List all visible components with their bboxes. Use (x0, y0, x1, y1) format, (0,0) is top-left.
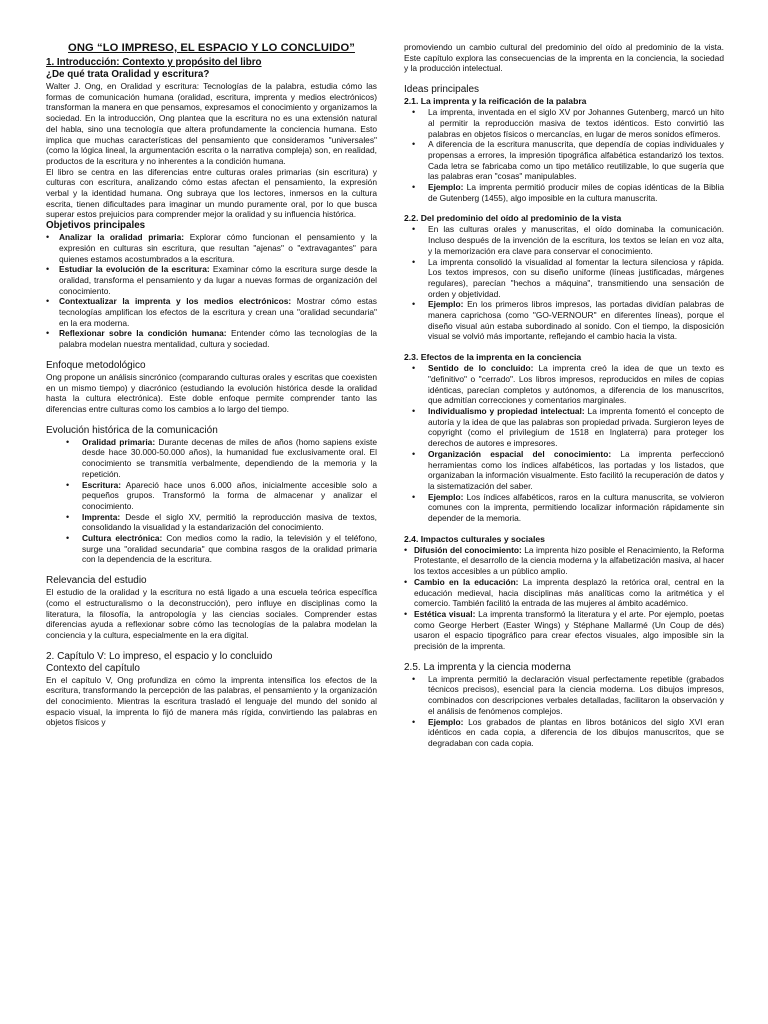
bullet-icon: • (412, 182, 416, 193)
left-column (46, 42, 377, 728)
list-item (404, 182, 724, 203)
list-item (46, 328, 377, 349)
bullet-icon: • (46, 264, 50, 275)
item-text: Explorar cómo funcionan el pensamiento y la expresión en culturas sin escritura, que resultan "ajenas" o "extravagantes" para quienes estamos acostumbrados a la escritura. (59, 232, 377, 264)
about-paragraph-2: El libro se centra en las diferencias entre culturas orales primarias (sin escritura) y culturas con escritura, analizando cómo estas afectan el pensamiento, la expresión verbal y la identidad humana. Ong subraya que los lectores, inmersos en la cultura escrita, tienen dificultades para imaginar un mundo puramente oral, por lo que busca superar estos prejuicios para comprender mejor la oralidad y su influencia histórica. (46, 166, 377, 220)
section-2-2-list (404, 224, 724, 342)
item-text: La imprenta creó la idea de que un texto es "definitivo" o "cerrado". Los libros impresos, reproducidos en miles de copias idénticas, parecían completos y autónomos, a diferencia de los manuscritos, que admitían correcciones y comentarios marginales. (428, 363, 725, 406)
bullet-icon: • (66, 533, 70, 544)
section-2-1-list (404, 107, 724, 203)
objectives-list (46, 232, 377, 350)
method-paragraph: Ong propone un análisis sincrónico (comparando culturas orales y escritas que coexisten en un mismo tiempo) y diacrónico (estudiando la evolución histórica desde la oralidad hasta la cultura electrónica). Este doble enfoque permite comprender tanto las diferencias entre culturas como los cambios a lo largo del tiempo. (46, 371, 377, 414)
bullet-icon: • (412, 405, 416, 416)
bullet-icon: • (46, 328, 50, 339)
bullet-icon: • (412, 491, 416, 502)
section-2-5-heading: 2.5. La imprenta y la ciencia moderna (404, 661, 571, 673)
section-2-3-list (404, 363, 724, 524)
list-item (46, 232, 377, 264)
bullet-icon: • (404, 576, 408, 587)
context-heading: Contexto del capítulo (46, 662, 140, 674)
bullet-icon: • (412, 673, 416, 684)
continued-paragraph: promoviendo un cambio cultural del predominio del oído al predominio de la vista. Este capítulo explora las consecuencias de la imprenta en la conciencia, la sociedad y la producción intelectual. (404, 42, 724, 74)
list-item (404, 545, 724, 577)
relevance-heading: Relevancia del estudio (46, 575, 147, 587)
item-text: En las culturas orales y manuscritas, el oído dominaba la comunicación. Incluso después de la invención de la escritura, los textos se leían en voz alta, y la memorización era clave para conservar el conocimiento. (428, 224, 724, 256)
item-lead: Contextualizar la imprenta y los medios electrónicos: (59, 296, 292, 307)
item-text: La imprenta hizo posible el Renacimiento, la Reforma Protestante, el desarrollo de la ciencia moderna y la alfabetización masiva, al hacer los textos accesibles a un público amplio. (414, 544, 724, 577)
item-text: Durante decenas de miles de años (homo sapiens existe desde hace 30.000-50.000 años), la humanidad fue exclusivamente oral. El conocimiento se transmitía verbalmente, dependiendo de la memoria y la repetición. (82, 436, 377, 479)
list-item (46, 264, 377, 296)
relevance-paragraph: El estudio de la oralidad y la escritura no está ligado a una escuela teórica específica (como el estructuralismo o la deconstrucción), pero influye en disciplinas como la literatura, la filosofía, la antropología y las ciencias sociales. Comprender estas diferencias ayuda a reflexionar sobre cómo las tecnologías de la palabra modelan la conciencia y la cultura, especialmente en la era digital. (46, 587, 377, 640)
about-heading: ¿De qué trata Oralidad y escritura? (46, 69, 210, 80)
about-paragraph-1: Walter J. Ong, en Oralidad y escritura: Tecnologías de la palabra, estudia cómo las formas de comunicación humana (oralidad, escritura, imprenta y medios electrónicos) transforman la manera en que pensamos, expresamos el conocimiento y organizamos la sociedad. En la introducción, Ong plantea que la escritura no es una extensión natural del habla, sino una tecnología que altera profundamente la conciencia humana. Esto implica que muchas características del pensamiento que consideramos "universales" (como la lógica lineal, la argumentación escrita o la narrativa compleja) son, en realidad, productos de la escritura y no inherentes a la condición humana. (46, 81, 377, 166)
list-item (46, 533, 377, 565)
item-text: En los primeros libros impresos, las portadas dividían palabras de manera caprichosa (como "GO-VERNOUR" en diferentes líneas), porque el diseño visual aún estaba subordinado al sonido. Con el tiempo, la disposición visual se volvió más importante, reflejando el cambio hacia la vista. (428, 299, 724, 342)
item-text: La imprenta desplazó la retórica oral, central en la educación medieval, hacia disciplinas más analíticas como la aritmética y el comercio. También facilitó la entrada de las mujeres al ámbito académico. (414, 576, 724, 609)
list-item (404, 363, 724, 406)
item-lead: Estética visual: (414, 608, 476, 619)
list-item (46, 296, 377, 328)
item-text: Examinar cómo la escritura surge desde la oralidad, transforma el pensamiento y da lugar a nuevas formas de organización del conocimiento. (59, 264, 377, 296)
item-lead: Cambio en la educación: (414, 576, 519, 587)
item-text: Apareció hace unos 6.000 años, inicialmente accesible solo a pequeños grupos. Transformó la forma de almacenar y analizar el conocimiento. (82, 479, 377, 511)
item-text: La imprenta consolidó la visualidad al fomentar la lectura silenciosa y rápida. Los textos impresos, con su diseño uniforme (líneas justificadas, márgenes regulares), parecían "hechos a máquina", transmitiendo una sensación de orden y objetividad. (428, 256, 724, 299)
item-lead: Organización espacial del conocimiento: (428, 448, 612, 459)
section-2-4-heading: 2.4. Impactos culturales y sociales (404, 533, 545, 544)
item-text: Desde el siglo XV, permitió la reproducción masiva de textos, consolidando la visualidad y la estandarización del conocimiento. (82, 511, 377, 533)
section-2-5-list (404, 674, 724, 749)
item-lead: Difusión del conocimiento: (414, 544, 522, 555)
item-lead: Reflexionar sobre la condición humana: (59, 328, 227, 339)
bullet-icon: • (412, 299, 416, 310)
list-item (404, 224, 724, 256)
bullet-icon: • (412, 448, 416, 459)
item-lead: Escritura: (82, 479, 122, 490)
item-lead: Ejemplo: (428, 182, 464, 193)
item-text: Los grabados de plantas en libros botánicos del siglo XVI eran idénticos en cada copia, a diferencia de los dibujos manuscritos, que se degradaban con cada copia. (428, 716, 724, 748)
list-item (404, 107, 724, 139)
bullet-icon: • (412, 363, 416, 374)
method-heading: Enfoque metodológico (46, 359, 146, 371)
item-text: Entender cómo las tecnologías de la palabra modelan nuestra mentalidad, cultura y sociedad. (59, 328, 377, 350)
evolution-list (46, 437, 377, 565)
chapter-heading: 2. Capítulo V: Lo impreso, el espacio y lo concluido (46, 650, 273, 662)
item-text: Con medios como la radio, la televisión y el teléfono, surge una "oralidad secundaria" que combina rasgos de la oralidad primaria con la dependencia de la escritura. (82, 533, 377, 565)
list-item (404, 492, 724, 524)
item-lead: Individualismo y propiedad intelectual: (428, 405, 585, 416)
list-item (404, 674, 724, 717)
item-text: La imprenta permitió la declaración visual perfectamente repetible (grabados técnicos precisos), esencial para la ciencia moderna. Los dibujos impresos, combinados con descripciones verbales detalladas, facilitaron la observación y el análisis de fenómenos complejos. (428, 673, 724, 716)
bullet-icon: • (412, 139, 416, 150)
list-item (46, 512, 377, 533)
list-item (404, 257, 724, 300)
list-item (404, 139, 724, 182)
item-lead: Sentido de lo concluido: (428, 363, 534, 374)
item-text: La imprenta fomentó el concepto de autoría y la idea de que las palabras son propiedad privada. Surgieron leyes de copyright (como el privilegium de 1518 en Inglaterra) para proteger los derechos de autores e impresores. (428, 405, 724, 449)
item-text: La imprenta, inventada en el siglo XV por Johannes Gutenberg, marcó un hito al permitir la reproducción masiva de textos idénticos. Esto convirtió las palabras en objetos físicos o mercancías, en lugar de meros sonidos efímeros. (428, 107, 724, 139)
ideas-heading: Ideas principales (404, 84, 480, 96)
list-item (404, 299, 724, 342)
item-lead: Imprenta: (82, 511, 121, 522)
bullet-icon: • (66, 479, 70, 490)
item-lead: Analizar la oralidad primaria: (59, 232, 185, 243)
item-lead: Ejemplo: (428, 716, 464, 727)
bullet-icon: • (66, 436, 70, 447)
section-2-1-heading: 2.1. La imprenta y la reificación de la palabra (404, 96, 587, 107)
section-2-2-heading: 2.2. Del predominio del oído al predominio de la vista (404, 213, 622, 224)
bullet-icon: • (66, 511, 70, 522)
item-text: A diferencia de la escritura manuscrita, que dependía de copias individuales y propensas a errores, la impresión tipográfica alfabética estandarizó los textos. Cada letra se fabricaba como un tipo metálico reutilizable, lo que sugería que las palabras eran "cosas" manipulables. (428, 139, 724, 182)
bullet-icon: • (404, 608, 408, 619)
item-lead: Estudiar la evolución de la escritura: (59, 264, 210, 275)
list-item (404, 577, 724, 609)
section-2-3-heading: 2.3. Efectos de la imprenta en la conciencia (404, 352, 582, 363)
section-2-4-list (404, 545, 724, 652)
item-text: Mostrar cómo estas tecnologías amplifican los efectos de la escritura y crean una "oralidad secundaria" en la era moderna. (59, 296, 377, 328)
list-item (404, 609, 724, 652)
bullet-icon: • (412, 224, 416, 235)
section-1-heading: 1. Introducción: Contexto y propósito del libro (46, 57, 262, 68)
item-lead: Ejemplo: (428, 491, 464, 502)
bullet-icon: • (46, 296, 50, 307)
objectives-heading: Objetivos principales (46, 220, 146, 232)
bullet-icon: • (404, 544, 408, 555)
item-text: La imprenta transformó la literatura y el arte. Por ejemplo, poetas como George Herbert (Easter Wings) y Stéphane Mallarmé (Un Coup de dés) usaron el espacio tipográfico para crear efectos visuales, algo imposible sin la precisión de la imprenta. (414, 608, 724, 652)
item-lead: Cultura electrónica: (82, 533, 163, 544)
evolution-heading: Evolución histórica de la comunicación (46, 424, 218, 436)
list-item (404, 449, 724, 492)
context-paragraph: En el capítulo V, Ong profundiza en cómo la imprenta intensifica los efectos de la escritura, transformando la percepción de las palabras, el pensamiento y la organización del conocimiento. Mientras la escritura trasladó el lenguaje del mundo del sonido al espacio visual, la imprenta lo fijó de manera más rígida, convirtiendo las palabras en objetos físicos y (46, 674, 377, 728)
item-text: La imprenta permitió producir miles de copias idénticas de la Biblia de Gutenberg (1455), algo imposible en la cultura manuscrita. (428, 182, 724, 203)
item-text: Los índices alfabéticos, raros en la cultura manuscrita, se volvieron comunes con la imprenta, permitiendo localizar información rápidamente sin depender de la memoria. (428, 491, 724, 524)
item-lead: Ejemplo: (428, 299, 464, 310)
right-column (404, 42, 724, 749)
bullet-icon: • (412, 256, 416, 267)
item-text: La imprenta perfeccionó herramientas como los índices alfabéticos, las portadas y los listados, que organizaban la información visualmente. Esto facilitó la recuperación de datos y la sistematización del saber. (428, 448, 724, 491)
item-lead: Oralidad primaria: (82, 436, 156, 447)
bullet-icon: • (46, 232, 50, 243)
list-item (46, 480, 377, 512)
list-item (46, 437, 377, 480)
bullet-icon: • (412, 716, 416, 727)
list-item (404, 406, 724, 449)
bullet-icon: • (412, 107, 416, 118)
document-title: ONG “LO IMPRESO, EL ESPACIO Y LO CONCLUIDO” (68, 42, 355, 54)
list-item (404, 717, 724, 749)
